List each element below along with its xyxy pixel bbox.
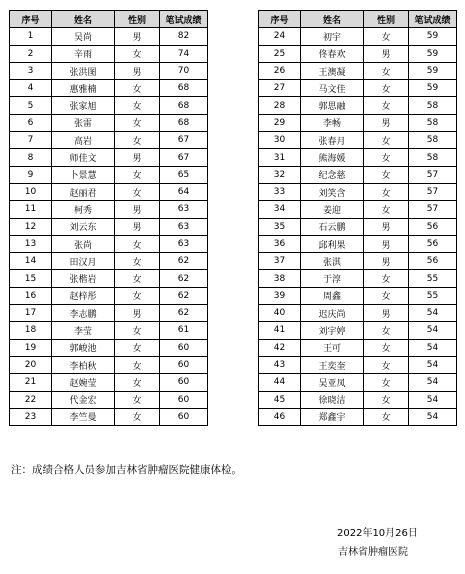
cell-gender: 女 — [364, 270, 409, 287]
cell-number: 43 — [259, 356, 301, 373]
table-row — [10, 62, 208, 79]
cell-gender: 男 — [364, 114, 409, 131]
cell-name: 石云鹏 — [301, 218, 364, 235]
cell-name: 田汉月 — [52, 253, 115, 270]
table-row — [259, 132, 457, 149]
cell-gender: 女 — [364, 132, 409, 149]
header-score: 笔试成绩 — [160, 11, 208, 28]
cell-score: 54 — [409, 374, 457, 391]
header-name: 姓名 — [301, 11, 364, 28]
cell-number: 36 — [259, 235, 301, 252]
cell-score: 68 — [160, 97, 208, 114]
cell-gender: 女 — [115, 97, 160, 114]
cell-gender: 女 — [115, 374, 160, 391]
table-row — [259, 322, 457, 339]
header-gender: 性别 — [364, 11, 409, 28]
cell-name: 吴亚凤 — [301, 374, 364, 391]
cell-number: 14 — [10, 253, 52, 270]
table-row — [259, 97, 457, 114]
cell-name: 高岩 — [52, 132, 115, 149]
cell-gender: 女 — [364, 408, 409, 425]
score-table-right — [258, 10, 457, 426]
table-row — [10, 408, 208, 425]
cell-gender: 女 — [115, 114, 160, 131]
table-row — [259, 391, 457, 408]
cell-gender: 女 — [115, 235, 160, 252]
cell-name: 迟庆尚 — [301, 305, 364, 322]
cell-name: 刘笑含 — [301, 183, 364, 200]
cell-name: 卜景慧 — [52, 166, 115, 183]
cell-score: 60 — [160, 374, 208, 391]
cell-name: 李竺曼 — [52, 408, 115, 425]
cell-number: 11 — [10, 201, 52, 218]
cell-name: 惠雅楠 — [52, 80, 115, 97]
cell-gender: 男 — [115, 218, 160, 235]
cell-score: 58 — [409, 149, 457, 166]
announcement-date: 2022年10月26日 — [337, 528, 418, 539]
table-row — [10, 80, 208, 97]
cell-gender: 女 — [115, 339, 160, 356]
table-header-row — [259, 11, 457, 28]
table-row — [259, 305, 457, 322]
cell-number: 1 — [10, 28, 52, 45]
cell-score: 54 — [409, 391, 457, 408]
cell-name: 郑鑫宇 — [301, 408, 364, 425]
cell-score: 55 — [409, 270, 457, 287]
cell-gender: 女 — [115, 322, 160, 339]
cell-number: 4 — [10, 80, 52, 97]
table-row — [10, 391, 208, 408]
cell-name: 初宇 — [301, 28, 364, 45]
cell-number: 19 — [10, 339, 52, 356]
table-row — [10, 356, 208, 373]
score-table-left — [9, 10, 208, 426]
cell-number: 2 — [10, 45, 52, 62]
cell-gender: 女 — [364, 356, 409, 373]
cell-gender: 女 — [364, 391, 409, 408]
cell-number: 26 — [259, 62, 301, 79]
cell-name: 刘云东 — [52, 218, 115, 235]
table-row — [10, 270, 208, 287]
cell-gender: 女 — [364, 322, 409, 339]
cell-gender: 男 — [364, 305, 409, 322]
cell-name: 姜迎 — [301, 201, 364, 218]
cell-score: 59 — [409, 80, 457, 97]
cell-score: 59 — [409, 28, 457, 45]
cell-name: 王可 — [301, 339, 364, 356]
cell-number: 44 — [259, 374, 301, 391]
cell-number: 38 — [259, 270, 301, 287]
cell-gender: 女 — [364, 62, 409, 79]
cell-number: 40 — [259, 305, 301, 322]
cell-gender: 女 — [364, 374, 409, 391]
cell-name: 代金宏 — [52, 391, 115, 408]
cell-gender: 女 — [364, 28, 409, 45]
table-row — [10, 132, 208, 149]
table-row — [10, 374, 208, 391]
cell-name: 赵丽君 — [52, 183, 115, 200]
cell-gender: 女 — [364, 97, 409, 114]
cell-name: 吴尚 — [52, 28, 115, 45]
cell-gender: 女 — [115, 45, 160, 62]
table-row — [10, 97, 208, 114]
cell-gender: 女 — [115, 132, 160, 149]
cell-score: 56 — [409, 218, 457, 235]
table-row — [259, 339, 457, 356]
cell-name: 师佳文 — [52, 149, 115, 166]
table-row — [259, 45, 457, 62]
header-number: 序号 — [10, 11, 52, 28]
cell-number: 31 — [259, 149, 301, 166]
cell-score: 60 — [160, 408, 208, 425]
header-name: 姓名 — [52, 11, 115, 28]
cell-number: 17 — [10, 305, 52, 322]
table-row — [10, 253, 208, 270]
cell-name: 李畅 — [301, 114, 364, 131]
cell-number: 9 — [10, 166, 52, 183]
cell-name: 赵梓彤 — [52, 287, 115, 304]
cell-score: 74 — [160, 45, 208, 62]
cell-score: 60 — [160, 339, 208, 356]
issuing-organization: 吉林省肿瘤医院 — [338, 547, 408, 558]
table-row — [259, 62, 457, 79]
cell-score: 55 — [409, 287, 457, 304]
cell-number: 6 — [10, 114, 52, 131]
cell-score: 57 — [409, 166, 457, 183]
cell-gender: 女 — [115, 253, 160, 270]
cell-score: 54 — [409, 408, 457, 425]
cell-gender: 男 — [364, 253, 409, 270]
cell-name: 马文佳 — [301, 80, 364, 97]
cell-score: 57 — [409, 183, 457, 200]
cell-number: 21 — [10, 374, 52, 391]
cell-gender: 男 — [115, 62, 160, 79]
cell-score: 62 — [160, 270, 208, 287]
cell-name: 纪念慈 — [301, 166, 364, 183]
cell-number: 37 — [259, 253, 301, 270]
cell-number: 5 — [10, 97, 52, 114]
cell-number: 24 — [259, 28, 301, 45]
cell-name: 辛雨 — [52, 45, 115, 62]
table-row — [10, 166, 208, 183]
cell-number: 25 — [259, 45, 301, 62]
cell-score: 65 — [160, 166, 208, 183]
cell-name: 张春月 — [301, 132, 364, 149]
cell-score: 59 — [409, 45, 457, 62]
header-score: 笔试成绩 — [409, 11, 457, 28]
cell-name: 邱利果 — [301, 235, 364, 252]
cell-number: 23 — [10, 408, 52, 425]
table-header-row — [10, 11, 208, 28]
table-row — [10, 28, 208, 45]
cell-number: 39 — [259, 287, 301, 304]
cell-score: 61 — [160, 322, 208, 339]
table-row — [259, 218, 457, 235]
cell-score: 58 — [409, 97, 457, 114]
cell-score: 67 — [160, 132, 208, 149]
health-check-note: 注：成绩合格人员参加吉林省肿瘤医院健康体检。 — [11, 464, 242, 476]
table-row — [259, 408, 457, 425]
cell-name: 李志鹏 — [52, 305, 115, 322]
table-row — [259, 80, 457, 97]
table-row — [10, 287, 208, 304]
cell-score: 54 — [409, 305, 457, 322]
cell-gender: 女 — [364, 287, 409, 304]
cell-gender: 男 — [115, 305, 160, 322]
cell-number: 10 — [10, 183, 52, 200]
cell-gender: 女 — [115, 270, 160, 287]
cell-gender: 女 — [364, 149, 409, 166]
cell-gender: 男 — [115, 201, 160, 218]
cell-name: 郭思融 — [301, 97, 364, 114]
cell-number: 35 — [259, 218, 301, 235]
cell-gender: 女 — [115, 80, 160, 97]
cell-number: 42 — [259, 339, 301, 356]
cell-gender: 男 — [364, 235, 409, 252]
cell-score: 62 — [160, 305, 208, 322]
cell-name: 王澳凝 — [301, 62, 364, 79]
cell-score: 62 — [160, 287, 208, 304]
table-row — [259, 201, 457, 218]
cell-gender: 女 — [115, 391, 160, 408]
table-row — [259, 183, 457, 200]
table-row — [10, 218, 208, 235]
table-row — [259, 253, 457, 270]
cell-gender: 男 — [364, 45, 409, 62]
cell-name: 徐晓洁 — [301, 391, 364, 408]
cell-number: 30 — [259, 132, 301, 149]
cell-score: 68 — [160, 114, 208, 131]
cell-score: 67 — [160, 149, 208, 166]
cell-score: 63 — [160, 235, 208, 252]
cell-name: 李柏秋 — [52, 356, 115, 373]
cell-score: 54 — [409, 322, 457, 339]
cell-score: 68 — [160, 80, 208, 97]
cell-score: 62 — [160, 253, 208, 270]
cell-name: 佟春欢 — [301, 45, 364, 62]
table-row — [259, 235, 457, 252]
cell-score: 60 — [160, 356, 208, 373]
table-row — [259, 28, 457, 45]
cell-number: 8 — [10, 149, 52, 166]
cell-gender: 女 — [364, 339, 409, 356]
cell-name: 柯秀 — [52, 201, 115, 218]
cell-number: 12 — [10, 218, 52, 235]
table-row — [259, 287, 457, 304]
cell-gender: 女 — [364, 183, 409, 200]
table-row — [10, 235, 208, 252]
cell-score: 54 — [409, 339, 457, 356]
cell-number: 34 — [259, 201, 301, 218]
cell-name: 赵婉莹 — [52, 374, 115, 391]
cell-number: 27 — [259, 80, 301, 97]
table-row — [259, 166, 457, 183]
cell-score: 60 — [160, 391, 208, 408]
table-row — [10, 45, 208, 62]
cell-name: 张楷岩 — [52, 270, 115, 287]
cell-name: 熊海媛 — [301, 149, 364, 166]
header-gender: 性别 — [115, 11, 160, 28]
cell-score: 63 — [160, 218, 208, 235]
cell-score: 82 — [160, 28, 208, 45]
cell-score: 56 — [409, 253, 457, 270]
cell-score: 58 — [409, 132, 457, 149]
cell-score: 56 — [409, 235, 457, 252]
cell-name: 张洪图 — [52, 62, 115, 79]
cell-name: 张尚 — [52, 235, 115, 252]
cell-number: 22 — [10, 391, 52, 408]
cell-gender: 男 — [115, 28, 160, 45]
cell-number: 46 — [259, 408, 301, 425]
table-row — [259, 270, 457, 287]
cell-number: 41 — [259, 322, 301, 339]
cell-score: 59 — [409, 62, 457, 79]
cell-number: 16 — [10, 287, 52, 304]
cell-gender: 女 — [115, 183, 160, 200]
cell-number: 29 — [259, 114, 301, 131]
cell-name: 张淇 — [301, 253, 364, 270]
cell-score: 64 — [160, 183, 208, 200]
cell-gender: 女 — [115, 166, 160, 183]
table-row — [10, 339, 208, 356]
cell-gender: 女 — [115, 356, 160, 373]
cell-gender: 男 — [115, 149, 160, 166]
cell-number: 28 — [259, 97, 301, 114]
table-row — [259, 356, 457, 373]
cell-gender: 女 — [115, 408, 160, 425]
cell-name: 于淳 — [301, 270, 364, 287]
cell-number: 32 — [259, 166, 301, 183]
table-row — [259, 374, 457, 391]
cell-score: 70 — [160, 62, 208, 79]
cell-number: 7 — [10, 132, 52, 149]
table-row — [10, 149, 208, 166]
cell-number: 15 — [10, 270, 52, 287]
cell-name: 周鑫 — [301, 287, 364, 304]
cell-name: 郭峻池 — [52, 339, 115, 356]
cell-number: 13 — [10, 235, 52, 252]
cell-number: 33 — [259, 183, 301, 200]
cell-number: 45 — [259, 391, 301, 408]
cell-name: 刘宇婷 — [301, 322, 364, 339]
cell-score: 63 — [160, 201, 208, 218]
cell-score: 58 — [409, 114, 457, 131]
table-row — [10, 183, 208, 200]
cell-number: 3 — [10, 62, 52, 79]
cell-name: 张雷 — [52, 114, 115, 131]
cell-name: 李莹 — [52, 322, 115, 339]
cell-gender: 女 — [364, 201, 409, 218]
table-row — [259, 149, 457, 166]
table-row — [10, 201, 208, 218]
cell-number: 18 — [10, 322, 52, 339]
table-row — [10, 305, 208, 322]
header-number: 序号 — [259, 11, 301, 28]
table-row — [10, 114, 208, 131]
cell-gender: 女 — [364, 166, 409, 183]
cell-name: 张家旭 — [52, 97, 115, 114]
cell-gender: 女 — [115, 287, 160, 304]
cell-score: 54 — [409, 356, 457, 373]
cell-gender: 男 — [364, 218, 409, 235]
cell-name: 王奕奎 — [301, 356, 364, 373]
table-row — [10, 322, 208, 339]
table-row — [259, 114, 457, 131]
cell-number: 20 — [10, 356, 52, 373]
cell-gender: 女 — [364, 80, 409, 97]
cell-score: 57 — [409, 201, 457, 218]
